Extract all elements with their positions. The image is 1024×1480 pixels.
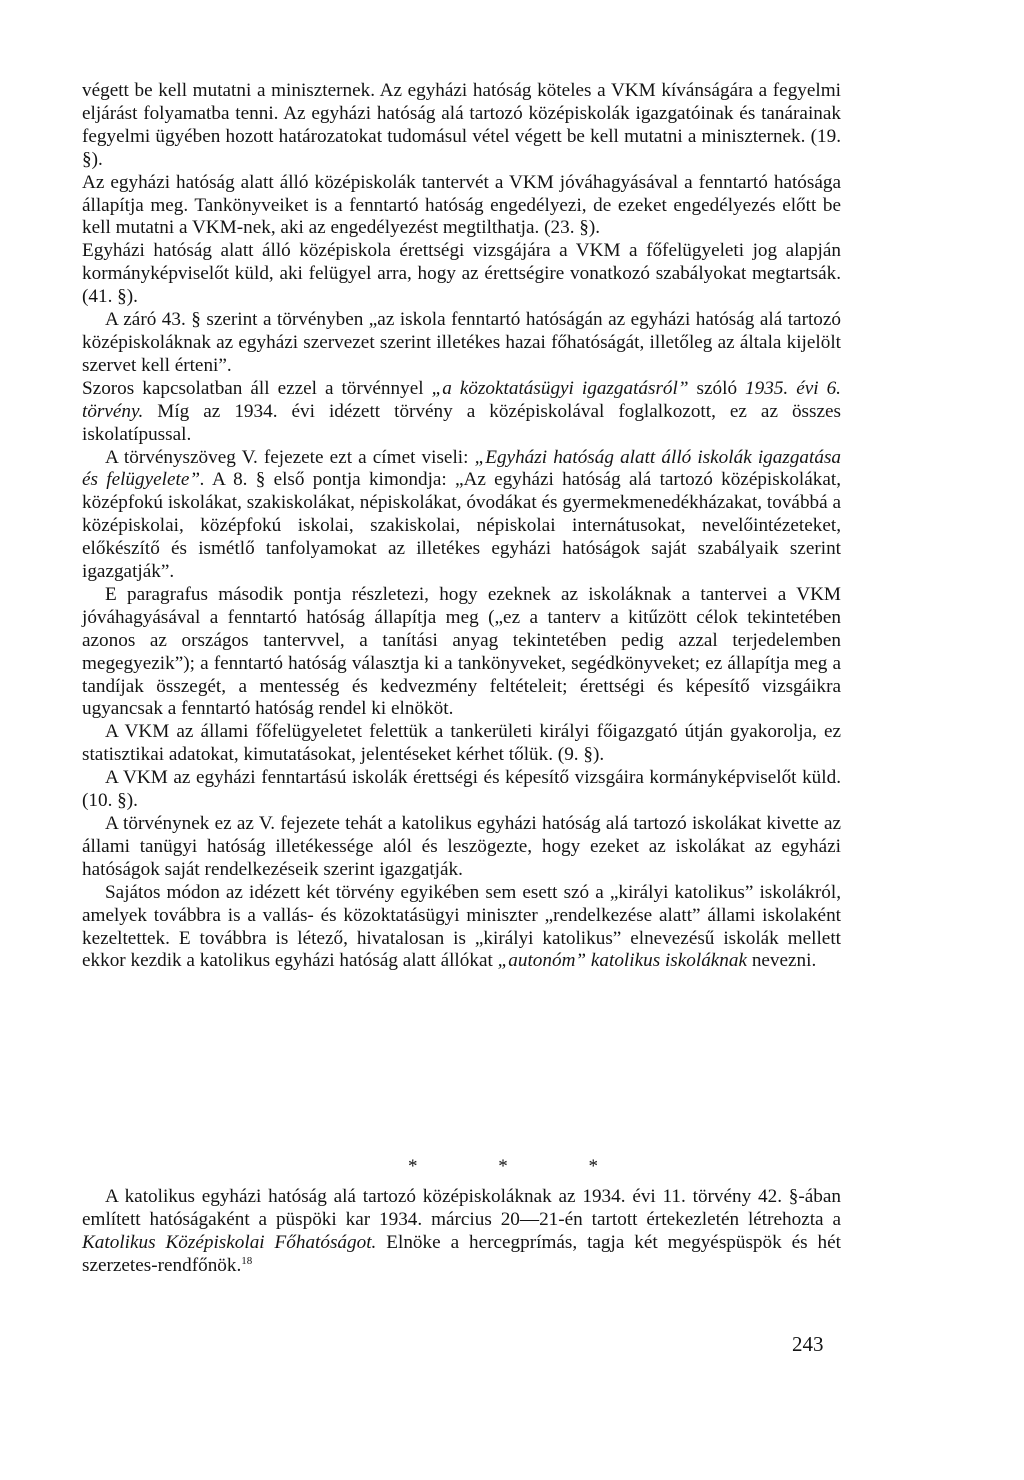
text-run: Az egyházi hatóság alatt álló középiskolák tantervét a VKM jóváhagyásával a fenntartó hatósága állapítja meg. Tankönyveiket is a fenntartó hatóság engedélyezi, de ezeket engedélyezés előtt be kell mutatni a VKM-nek, aki az engedélyezést megtilthatja. (23. §). (82, 171, 841, 239)
text-run: A 8. § első pontja kimondja: „Az egyházi hatóság alá tartozó középiskolákat, középfokú iskolákat, szakiskolákat, népiskolákat, óvodákat és gyermekmenedékházakat, továbbá a középiskolai, középfokú iskolai, szakiskolai, népiskolai internátusokat, nevelőintézeteket, előkészítő és ismétlő tanfolyamokat az illetékes egyházi hatóságok saját szabályaik szerint igazgatják”. (82, 469, 841, 583)
paragraph (82, 172, 841, 241)
text-run: A katolikus egyházi hatóság alá tartozó középiskoláknak az 1934. évi 11. törvény 42. §-ában említett hatóságaként a püspöki kar 1934. március 20—21-én tartott értekezletén létrehozta a (82, 1186, 841, 1230)
paragraph (82, 584, 841, 721)
text-run: Elnöke a hercegprímás, tagja két megyéspüspök és hét szerzetes-rendfőnök. (82, 1231, 841, 1276)
italic-run: Katolikus Középiskolai Főhatóságot. (82, 1231, 377, 1253)
paragraph (82, 721, 841, 767)
italic-run: „autonóm” katolikus iskoláknak (497, 950, 748, 972)
body-text (82, 80, 841, 973)
text-run: A VKM az egyházi fenntartású iskolák érettségi és képesítő vizsgáira kormányképviselőt küld. (10. §). (82, 767, 841, 812)
paragraph (82, 1186, 841, 1278)
body-text-after-separator (82, 1186, 841, 1278)
paragraph (82, 378, 841, 447)
text-run: Sajátos módon az idézett két törvény egyikében sem esett szó a „királyi katolikus” iskolákról, amelyek továbbra is a vallás- és közoktatásügyi miniszter „rendelkezése alatt” állami iskolaként kezeltettek. E továbbra is létező, hivatalosan is „királyi katolikus” elnevezésű iskolák mellett ekkor kezdik a katolikus egyházi hatóság alatt állókat (82, 881, 841, 972)
text-run: Egyházi hatóság alatt álló középiskola érettségi vizsgájára a VKM a főfelügyeleti jog alapján kormányképviselőt küld, aki felügyel arra, hogy az érettségire vonatkozó szabályokat megtartsák. (41. §). (82, 240, 841, 308)
italic-run: „a közoktatásügyi igazgatásról” (431, 377, 689, 399)
paragraph (82, 80, 841, 172)
page-number: 243 (792, 1332, 824, 1356)
paragraph (82, 767, 841, 813)
italic-run: „Egyházi hatóság alatt álló iskolák igazgatása és felügyelete”. (82, 446, 841, 491)
paragraph (82, 240, 841, 309)
text-run: szóló (688, 377, 746, 399)
text-run: A törvénynek ez az V. fejezete tehát a katolikus egyházi hatóság alá tartozó iskolákat kivette az állami tanügyi hatóság illetékessége alól és leszögezte, hogy ezeket az iskolákat az egyházi hatóságok saját rendelkezéseik szerint igazgatják. (82, 813, 841, 880)
text-run: végett be kell mutatni a miniszternek. Az egyházi hatóság köteles a VKM kívánságára a fegyelmi eljárást folyamatba tenni. Az egyházi hatóság alá tartozó középiskolák igazgatóinak és tanárainak fegyelmi ügyében hozott határozatokat tudomásul vétel végett be kell mutatni a miniszternek. (19. §). (82, 80, 841, 170)
text-run: E paragrafus második pontja részletezi, hogy ezeknek az iskoláknak a tantervei a VKM jóváhagyásával a fenntartó hatóság állapítja meg („ez a tanterv a kitűzött célok tekintetében azonos az országos tantervvel, a tanítási anyag tekintetében pedig azzal terjedelemben megegyezik”); a fenntartó hatóság választja ki a tankönyveket, segédkönyveket; ez állapítja meg a tandíjak összegét, a mentesség és kedvezmény feltételeit; érettségi és képesítő vizsgáikra ugyancsak a fenntartó hatóság rendel ki elnököt. (82, 583, 841, 720)
text-run: Szoros kapcsolatban áll ezzel a törvénnyel (82, 377, 432, 399)
paragraph (82, 813, 841, 882)
paragraph (82, 309, 841, 378)
text-run: nevezni. (747, 950, 817, 972)
text-run: A VKM az állami főfelügyeletet felettük a tankerületi királyi főigazgató útján gyakorolja, ez statisztikai adatokat, kimutatásokat, jelentéseket kérhet tőlük. (9. §). (82, 721, 841, 766)
footnote-marker: 18 (241, 1254, 253, 1267)
paragraph (82, 447, 841, 584)
text-run: Míg az 1934. évi idézett törvény a középiskolával foglalkozott, ez az összes iskolatípussal. (82, 400, 841, 445)
text-run: A záró 43. § szerint a törvényben „az iskola fenntartó hatóságán az egyházi hatóság alá tartozó középiskoláknak az egyházi szervezet szerint illetékes hazai főhatóságát, illetőleg az általa kijelölt szervet kell érteni”. (82, 309, 841, 376)
text-run: A törvényszöveg V. fejezete ezt a címet viseli: (105, 446, 475, 468)
section-separator: * * * (408, 1156, 636, 1177)
italic-run: 1935. évi 6. törvény. (82, 377, 841, 422)
paragraph (82, 882, 841, 974)
